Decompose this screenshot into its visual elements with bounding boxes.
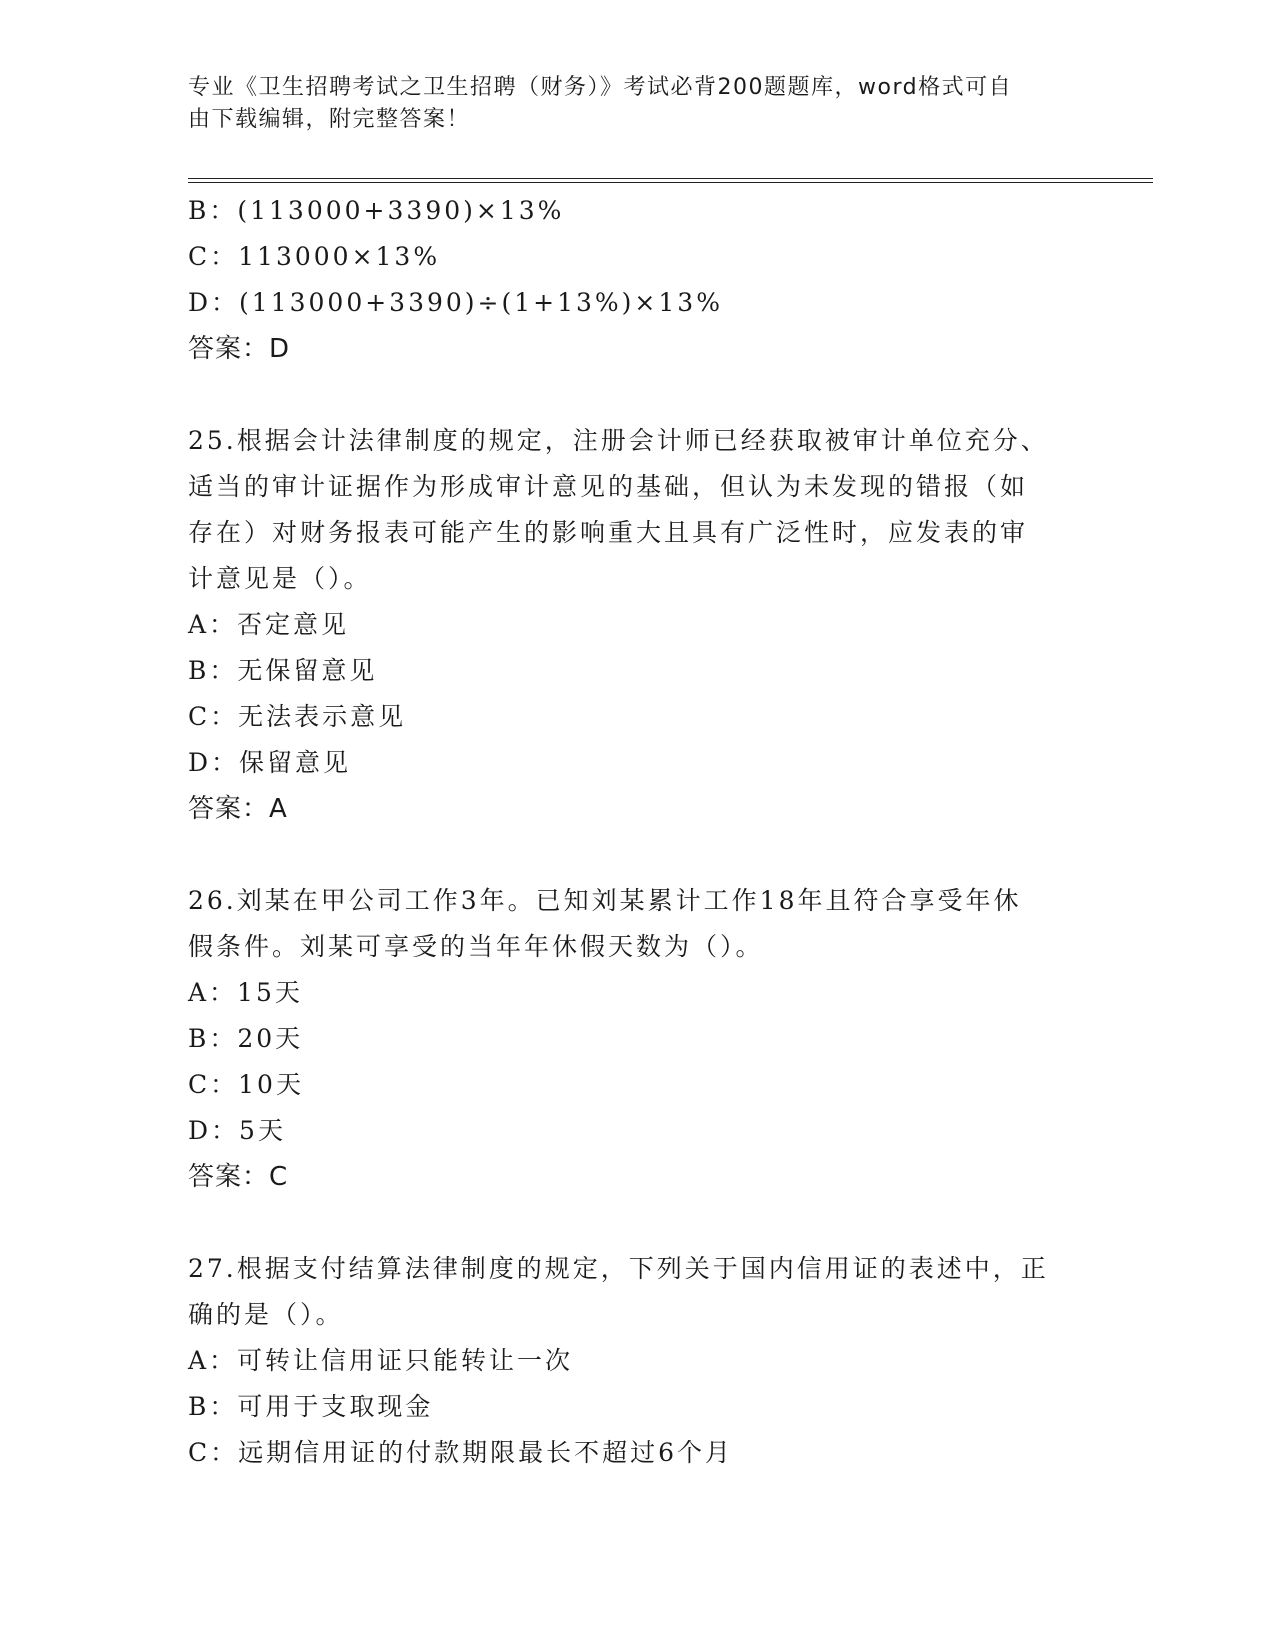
option-c: C：远期信用证的付款期限最长不超过6个月 — [188, 1438, 734, 1467]
header-divider-bottom — [188, 182, 1153, 183]
question-26 — [188, 878, 1088, 1200]
answer: 答案：D — [188, 334, 291, 364]
document-header — [188, 72, 1068, 136]
option-a: A：否定意见 — [188, 610, 350, 639]
question-stem-line: 假条件。刘某可享受的当年年休假天数为（）。 — [188, 932, 764, 961]
option-c: C：10天 — [188, 1070, 304, 1099]
header-line-1: 专业《卫生招聘考试之卫生招聘（财务）》考试必背200题题库，word格式可自 — [188, 75, 1013, 100]
question-25 — [188, 418, 1088, 832]
question-stem-line: 存在）对财务报表可能产生的影响重大且具有广泛性时，应发表的审 — [188, 518, 1029, 547]
question-27 — [188, 1246, 1088, 1476]
question-stem-line: 确的是（）。 — [188, 1300, 344, 1329]
question-stem-line: 25.根据会计法律制度的规定，注册会计师已经获取被审计单位充分、 — [188, 426, 1049, 455]
option-a: A：15天 — [188, 978, 303, 1007]
question-stem-line: 计意见是（）。 — [188, 564, 372, 593]
header-line-2: 由下载编辑，附完整答案！ — [188, 107, 471, 132]
option-b: B：(113000+3390)×13% — [188, 196, 565, 225]
question-content — [188, 188, 1088, 1476]
option-d: D：保留意见 — [188, 748, 352, 777]
question-24 — [188, 188, 1088, 372]
spacer — [188, 1200, 1088, 1246]
question-stem-line: 26.刘某在甲公司工作3年。已知刘某累计工作18年且符合享受年休 — [188, 886, 1022, 915]
question-stem-line: 适当的审计证据作为形成审计意见的基础，但认为未发现的错报（如 — [188, 472, 1029, 501]
option-b: B：20天 — [188, 1024, 304, 1053]
option-c: C：无法表示意见 — [188, 702, 407, 731]
option-b: B：可用于支取现金 — [188, 1392, 434, 1421]
spacer — [188, 372, 1088, 418]
spacer — [188, 832, 1088, 878]
option-b: B：无保留意见 — [188, 656, 378, 685]
header-divider-top — [188, 178, 1153, 179]
option-c: C：113000×13% — [188, 242, 441, 271]
option-d: D：(113000+3390)÷(1+13%)×13% — [188, 288, 723, 317]
answer: 答案：A — [188, 794, 288, 824]
answer: 答案：C — [188, 1162, 289, 1192]
option-a: A：可转让信用证只能转让一次 — [188, 1346, 574, 1375]
question-stem-line: 27.根据支付结算法律制度的规定，下列关于国内信用证的表述中，正 — [188, 1254, 1049, 1283]
option-d: D：5天 — [188, 1116, 286, 1145]
